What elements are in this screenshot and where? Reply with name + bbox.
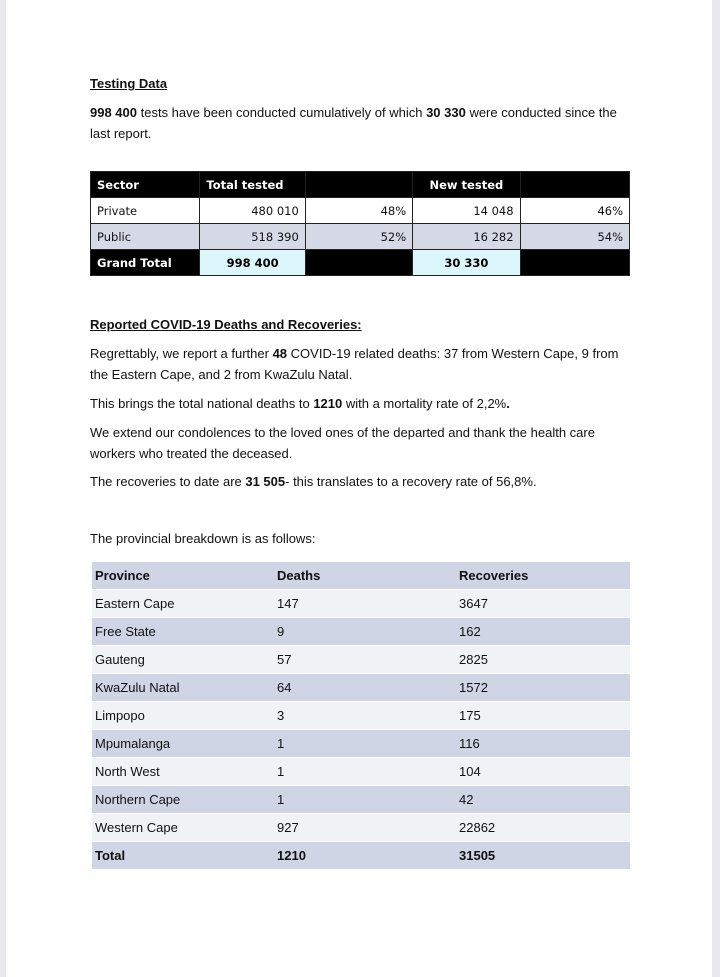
cell-deaths: 1 bbox=[274, 786, 456, 814]
tests-total: 998 400 bbox=[90, 105, 137, 120]
text: Regrettably, we report a further bbox=[90, 346, 273, 361]
condolences-paragraph: We extend our condolences to the loved ones of the departed and thank the health care workers who treated the deceased. bbox=[90, 425, 595, 461]
deaths-total: 1210 bbox=[313, 396, 343, 411]
mortality-paragraph bbox=[90, 393, 636, 414]
table-row bbox=[92, 702, 630, 730]
cell-deaths: 147 bbox=[274, 590, 456, 618]
cell-new: 14 048 bbox=[413, 198, 520, 224]
deaths-new: 48 bbox=[272, 346, 288, 361]
header-total-pct bbox=[305, 172, 412, 198]
header-total-tested: Total tested bbox=[200, 172, 305, 198]
header-province: Province bbox=[92, 562, 274, 590]
recoveries-total: 31 505 bbox=[245, 474, 286, 489]
text: with a mortality rate of 2,2% bbox=[342, 396, 507, 411]
cell-deaths: 57 bbox=[274, 646, 456, 674]
text: COVID-19 related deaths: 37 from Western Cape, 9 from the Eastern Cape, and 2 from KwaZulu Natal. bbox=[90, 346, 619, 382]
cell-new-pct: 46% bbox=[520, 198, 629, 224]
cell-grand-total-new: 30 330 bbox=[413, 250, 520, 276]
cell-new: 16 282 bbox=[413, 224, 520, 250]
testing-heading: Testing Data bbox=[90, 76, 168, 91]
recoveries-paragraph bbox=[90, 471, 636, 492]
cell-recoveries: 116 bbox=[456, 730, 630, 758]
header-sector: Sector bbox=[91, 172, 200, 198]
table-row bbox=[91, 198, 630, 224]
cell-sector: Private bbox=[91, 198, 200, 224]
testing-table bbox=[90, 171, 630, 276]
text: . bbox=[506, 396, 510, 411]
tests-new: 30 330 bbox=[426, 105, 466, 120]
cell-total-pct: 48% bbox=[305, 198, 412, 224]
cell-total-recoveries: 31505 bbox=[456, 842, 630, 870]
table-row bbox=[92, 814, 630, 842]
cell-total-pct: 52% bbox=[305, 224, 412, 250]
header-recoveries: Recoveries bbox=[456, 562, 630, 590]
cell-province: Mpumalanga bbox=[92, 730, 274, 758]
cell-deaths: 9 bbox=[274, 618, 456, 646]
text: The recoveries to date are bbox=[90, 474, 246, 489]
cell-province: KwaZulu Natal bbox=[92, 674, 274, 702]
table-row bbox=[92, 590, 630, 618]
cell-deaths: 3 bbox=[274, 702, 456, 730]
cell-recoveries: 175 bbox=[456, 702, 630, 730]
header-new-tested: New tested bbox=[413, 172, 520, 198]
summary-text: were conducted since the last report. bbox=[90, 105, 617, 141]
cell-province: Free State bbox=[92, 618, 274, 646]
cell-total: 518 390 bbox=[200, 224, 305, 250]
table-row bbox=[92, 674, 630, 702]
header-new-pct bbox=[520, 172, 629, 198]
cell-grand-total-label: Grand Total bbox=[91, 250, 200, 276]
cell-deaths: 927 bbox=[274, 814, 456, 842]
text: - this translates to a recovery rate of 56,8%. bbox=[285, 474, 537, 489]
cell-grand-total: 998 400 bbox=[200, 250, 305, 276]
cell-total-deaths: 1210 bbox=[274, 842, 456, 870]
cell-recoveries: 2825 bbox=[456, 646, 630, 674]
cell-province: Northern Cape bbox=[92, 786, 274, 814]
summary-text: tests have been conducted cumulatively of which bbox=[137, 105, 427, 120]
cell-recoveries: 104 bbox=[456, 758, 630, 786]
cell-recoveries: 42 bbox=[456, 786, 630, 814]
table-header-row bbox=[92, 562, 630, 590]
text: This brings the total national deaths to bbox=[90, 396, 314, 411]
cell-deaths: 1 bbox=[274, 730, 456, 758]
table-row bbox=[92, 730, 630, 758]
cell-total-label: Total bbox=[92, 842, 274, 870]
cell-province: Limpopo bbox=[92, 702, 274, 730]
cell-province: Eastern Cape bbox=[92, 590, 274, 618]
header-deaths: Deaths bbox=[274, 562, 456, 590]
cell-deaths: 64 bbox=[274, 674, 456, 702]
cell-recoveries: 3647 bbox=[456, 590, 630, 618]
cell-deaths: 1 bbox=[274, 758, 456, 786]
table-row bbox=[91, 224, 630, 250]
total-row bbox=[92, 842, 630, 870]
table-row bbox=[92, 646, 630, 674]
cell-recoveries: 162 bbox=[456, 618, 630, 646]
cell-empty bbox=[305, 250, 412, 276]
table-row bbox=[92, 618, 630, 646]
cell-sector: Public bbox=[91, 224, 200, 250]
cell-recoveries: 1572 bbox=[456, 674, 630, 702]
cell-recoveries: 22862 bbox=[456, 814, 630, 842]
cell-empty bbox=[520, 250, 629, 276]
cell-new-pct: 54% bbox=[520, 224, 629, 250]
testing-summary bbox=[90, 102, 636, 144]
provincial-table bbox=[92, 562, 630, 870]
cell-total: 480 010 bbox=[200, 198, 305, 224]
deaths-heading: Reported COVID-19 Deaths and Recoveries: bbox=[90, 317, 362, 332]
cell-province: Western Cape bbox=[92, 814, 274, 842]
table-row bbox=[92, 786, 630, 814]
grand-total-row bbox=[91, 250, 630, 276]
cell-province: Gauteng bbox=[92, 646, 274, 674]
cell-province: North West bbox=[92, 758, 274, 786]
document-page bbox=[6, 0, 712, 977]
provincial-intro: The provincial breakdown is as follows: bbox=[90, 531, 316, 546]
deaths-paragraph bbox=[90, 343, 636, 385]
table-row bbox=[92, 758, 630, 786]
